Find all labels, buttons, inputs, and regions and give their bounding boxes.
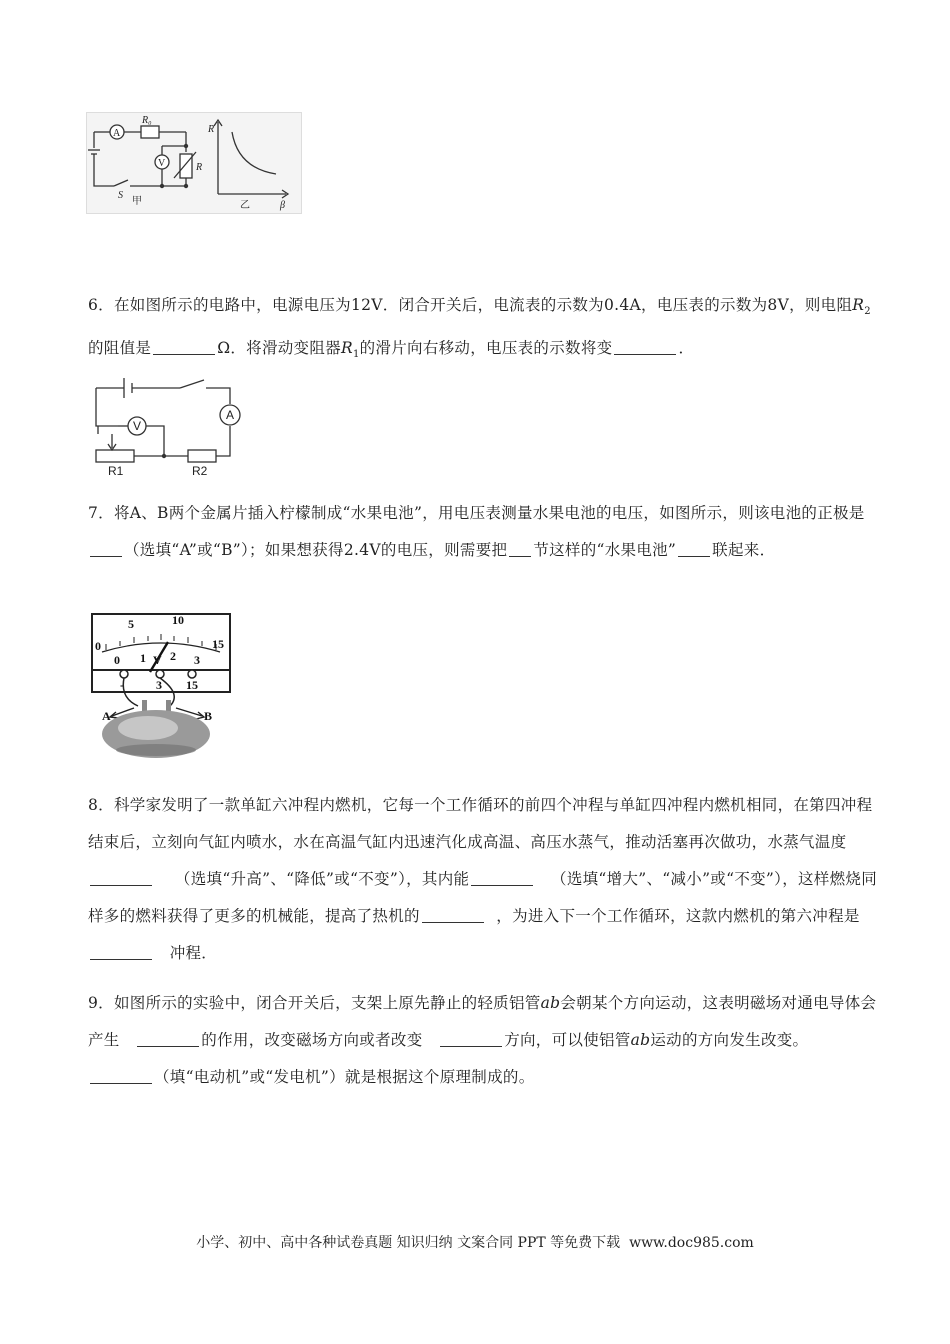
fig5-label-r: R bbox=[196, 162, 203, 173]
fig5-graph-y-label: R bbox=[208, 124, 215, 135]
answer-blank[interactable] bbox=[153, 336, 215, 355]
fig5-label-v: V bbox=[158, 158, 166, 169]
q7-scale-top-15: 15 bbox=[212, 637, 224, 651]
answer-blank[interactable] bbox=[678, 538, 710, 557]
q7-scale-top-10: 10 bbox=[172, 613, 184, 627]
answer-blank[interactable] bbox=[471, 867, 533, 886]
answer-blank[interactable] bbox=[90, 1065, 152, 1084]
footer-text: 小学、初中、高中各种试卷真题 知识归纳 文案合同 PPT 等免费下载 bbox=[196, 1235, 621, 1251]
q6-number: 6． bbox=[88, 296, 114, 314]
figure-q7-fruit-battery bbox=[90, 612, 236, 762]
q9-number: 9． bbox=[88, 994, 114, 1012]
q6-fig-r2: R2 bbox=[192, 464, 208, 478]
fig5-graph-x-label: β bbox=[280, 200, 285, 211]
q8-number: 8． bbox=[88, 796, 114, 814]
page-footer bbox=[0, 1232, 950, 1252]
figure-q6-circuit bbox=[88, 374, 248, 478]
fig5-label-r0: R₀ bbox=[142, 115, 152, 126]
q7-lead-a: A bbox=[102, 709, 111, 723]
q7-scale-bottom-2: 2 bbox=[170, 649, 176, 663]
q7-scale-bottom-3: 3 bbox=[194, 653, 200, 667]
q7-lead-b: B bbox=[204, 709, 213, 723]
q7-scale-bottom-0: 0 bbox=[114, 653, 120, 667]
q7-terminal-15: 15 bbox=[186, 678, 198, 692]
q7-scale-top-5: 5 bbox=[128, 617, 134, 631]
answer-blank[interactable] bbox=[422, 904, 484, 923]
question-6: 6．在如图所示的电路中，电源电压为12V．闭合开关后，电流表的示数为0.4A，电压表的示数为8V，则电阻$R_2$的阻值是 Ω．将滑动变阻器$R_1$的滑片向右移动，电压表的示数将变 ． bbox=[88, 296, 871, 361]
q6-fig-r1: R1 bbox=[108, 464, 124, 478]
answer-blank[interactable] bbox=[614, 336, 676, 355]
q7-number: 7． bbox=[88, 504, 114, 522]
figure-q5 bbox=[86, 112, 302, 214]
q6-fig-v: V bbox=[133, 419, 142, 433]
answer-blank[interactable] bbox=[90, 538, 122, 557]
footer-link[interactable]: www.doc985.com bbox=[629, 1235, 754, 1251]
answer-blank[interactable] bbox=[440, 1028, 502, 1047]
q6-fig-a: A bbox=[226, 408, 235, 422]
q7-scale-bottom-1: 1 bbox=[140, 651, 146, 665]
q6-r2-symbol: R bbox=[852, 296, 865, 314]
fig5-label-s: S bbox=[118, 190, 123, 201]
question-7: 7．将A、B两个金属片插入柠檬制成“水果电池”，用电压表测量水果电池的电压，如图所示，则该电池的正极是（选填“A”或“B”）；如果想获得2.4V的电压，则需要把 节这样的“水果电池” 联起来． bbox=[88, 504, 865, 559]
fig5-caption-left: 甲 bbox=[132, 196, 142, 207]
q7-scale-top-0: 0 bbox=[95, 639, 101, 653]
q6-r1-symbol: R bbox=[340, 339, 353, 358]
q7-unit: V bbox=[153, 653, 162, 667]
fig5-label-a: A bbox=[113, 128, 121, 139]
q7-terminal-3: 3 bbox=[156, 678, 162, 692]
answer-blank[interactable] bbox=[90, 941, 152, 960]
question-8: 8．科学家发明了一款单缸六冲程内燃机，它每一个工作循环的前四个冲程与单缸四冲程内燃机相同，在第四冲程结束后，立刻向气缸内喷水，水在高温气缸内迅速汽化成高温、高压水蒸气，推动活塞再次做功，水蒸气温度 （选填“升高”、“降低”或“不变”），其内能 （选填“增大”、“减小”或“不变”），这样燃烧同样多的燃料获得了更多的机械能，提高了热机的 ，为进入下一个工作循环，这款内燃机的第六冲程是 冲程． bbox=[88, 796, 878, 962]
answer-blank[interactable] bbox=[90, 867, 152, 886]
fig5-caption-right: 乙 bbox=[240, 200, 250, 211]
question-9: 9．如图所示的实验中，闭合开关后，支架上原先静止的轻质铝管ab会朝某个方向运动，这表明磁场对通电导体会产生 的作用，改变磁场方向或者改变 方向，可以使铝管ab运动的方向发生改变。 （填“电动机”或“发电机”）就是根据这个原理制成的。 bbox=[88, 994, 877, 1086]
answer-blank[interactable] bbox=[137, 1028, 199, 1047]
answer-blank[interactable] bbox=[509, 538, 531, 557]
q7-terminal-neg: - bbox=[120, 678, 124, 692]
